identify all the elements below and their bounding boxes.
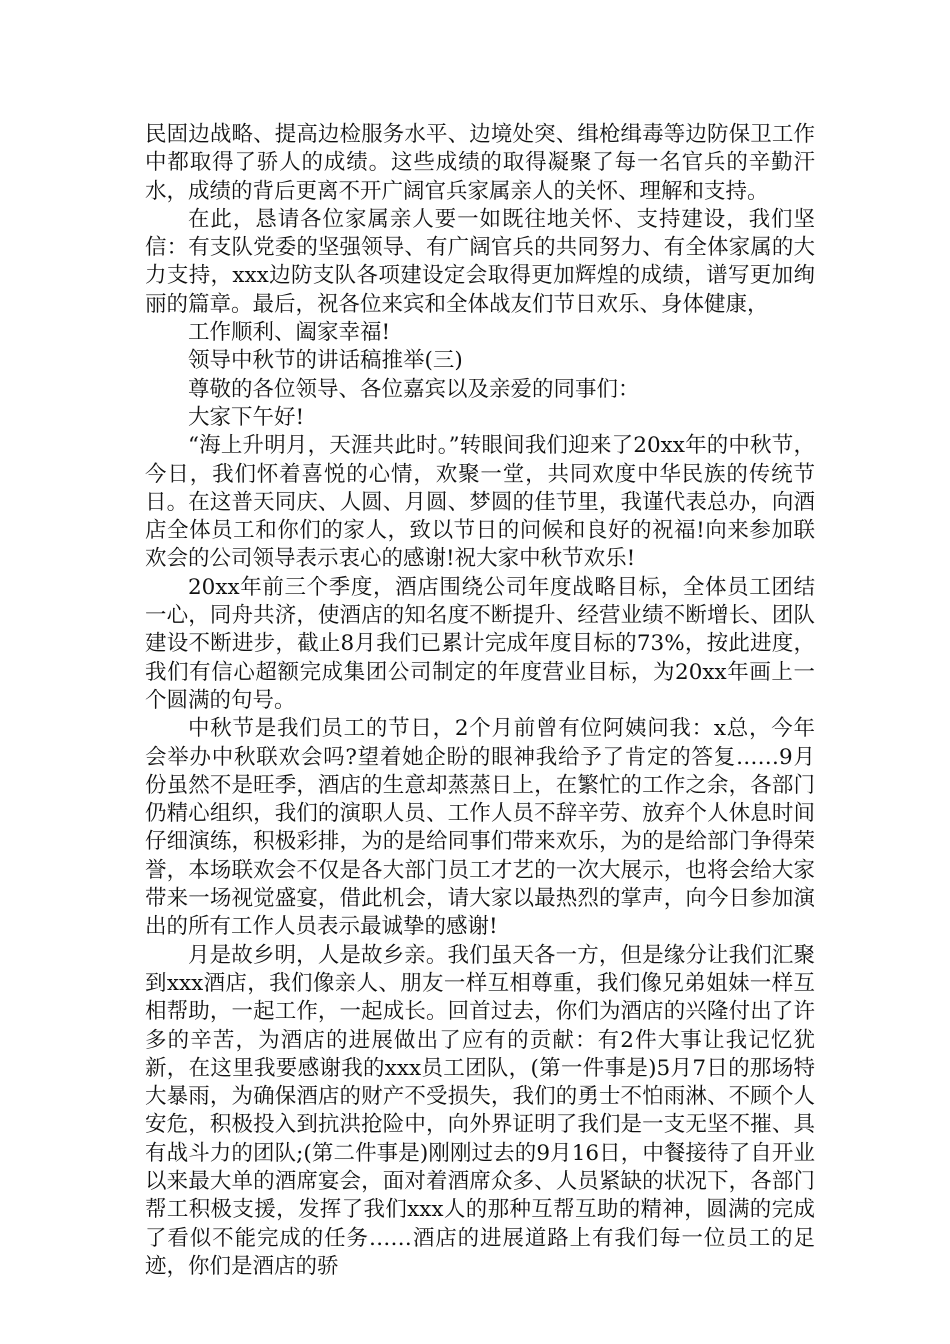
salutation: 尊敬的各位领导、各位嘉宾以及亲爱的同事们： <box>188 376 640 402</box>
paragraph: 工作顺利、阖家幸福! <box>188 320 391 346</box>
paragraph: 民固边战略、提高边检服务水平、边境处突、缉枪缉毒等边防保卫工作中都取得了骄人的成绩。这些成绩的取得凝聚了每一名官兵的辛勤汗水，成绩的背后更离不开广阔官兵家属亲人的关怀、理解和支持。 <box>145 122 815 204</box>
paragraph: 在此，恳请各位家属亲人要一如既往地关怀、支持建设，我们坚信：有支队党委的坚强领导、有广阔官兵的共同努力、有全体家属的大力支持，xxx边防支队各项建设定会取得更加辉煌的成绩，谱写更加绚丽的篇章。最后，祝各位来宾和全体战友们节日欢乐、身体健康， <box>145 206 815 317</box>
section-heading: 领导中秋节的讲话稿推举(三) <box>188 348 463 374</box>
paragraph: 月是故乡明，人是故乡亲。我们虽天各一方，但是缘分让我们汇聚到xxx酒店，我们像亲人、朋友一样互相尊重，我们像兄弟姐妹一样互相帮助，一起工作，一起成长。回首过去，你们为酒店的兴隆付出了许多的辛苦，为酒店的进展做出了应有的贡献：有2件大事让我记忆犹新，在这里我要感谢我的xxx员工团队，(第一件事是)5月7日的那场特大暴雨，为确保酒店的财产不受损失，我们的勇士不怕雨淋、不顾个人安危，积极投入到抗洪抢险中，向外界证明了我们是一支无坚不摧、具有战斗力的团队;(第二件事是)刚刚过去的9月16日，中餐接待了自开业以来最大单的酒席宴会，面对着酒席众多、人员紧缺的状况下，各部门帮工积极支援，发挥了我们xxx人的那种互帮互助的精神，圆满的完成了看似不能完成的任务……酒店的进展道路上有我们每一位员工的足迹，你们是酒店的骄 <box>145 942 815 1279</box>
paragraph: 20xx年前三个季度，酒店围绕公司年度战略目标，全体员工团结一心，同舟共济，使酒店的知名度不断提升、经营业绩不断增长、团队建设不断进步，截止8月我们已累计完成年度目标的73%，按此进度，我们有信心超额完成集团公司制定的年度营业目标，为20xx年画上一个圆满的句号。 <box>145 574 815 713</box>
document-page <box>145 121 815 1281</box>
paragraph: “海上升明月，天涯共此时。”转眼间我们迎来了20xx年的中秋节， 今日，我们怀着喜悦的心情，欢聚一堂，共同欢度中华民族的传统节日。在这普天同庆、人圆、月圆、梦圆的佳节里，我谨代表总办，向酒店全体员工和你们的家人，致以节日的问候和良好的祝福!向来参加联欢会的公司领导表示衷心的感谢!祝大家中秋节欢乐! <box>145 433 815 572</box>
paragraph: 中秋节是我们员工的节日，2个月前曾有位阿姨问我：x总，今年会举办中秋联欢会吗?望着她企盼的眼神我给予了肯定的答复……9月份虽然不是旺季，酒店的生意却蒸蒸日上，在繁忙的工作之余，各部门仍精心组织，我们的演职人员、工作人员不辞辛劳、放弃个人休息时间仔细演练，积极彩排，为的是给同事们带来欢乐，为的是给部门争得荣誉，本场联欢会不仅是各大部门员工才艺的一次大展示，也将会给大家带来一场视觉盛宴，借此机会，请大家以最热烈的掌声，向今日参加演出的所有工作人员表示最诚挚的感谢! <box>145 716 815 940</box>
greeting: 大家下午好! <box>188 404 305 430</box>
